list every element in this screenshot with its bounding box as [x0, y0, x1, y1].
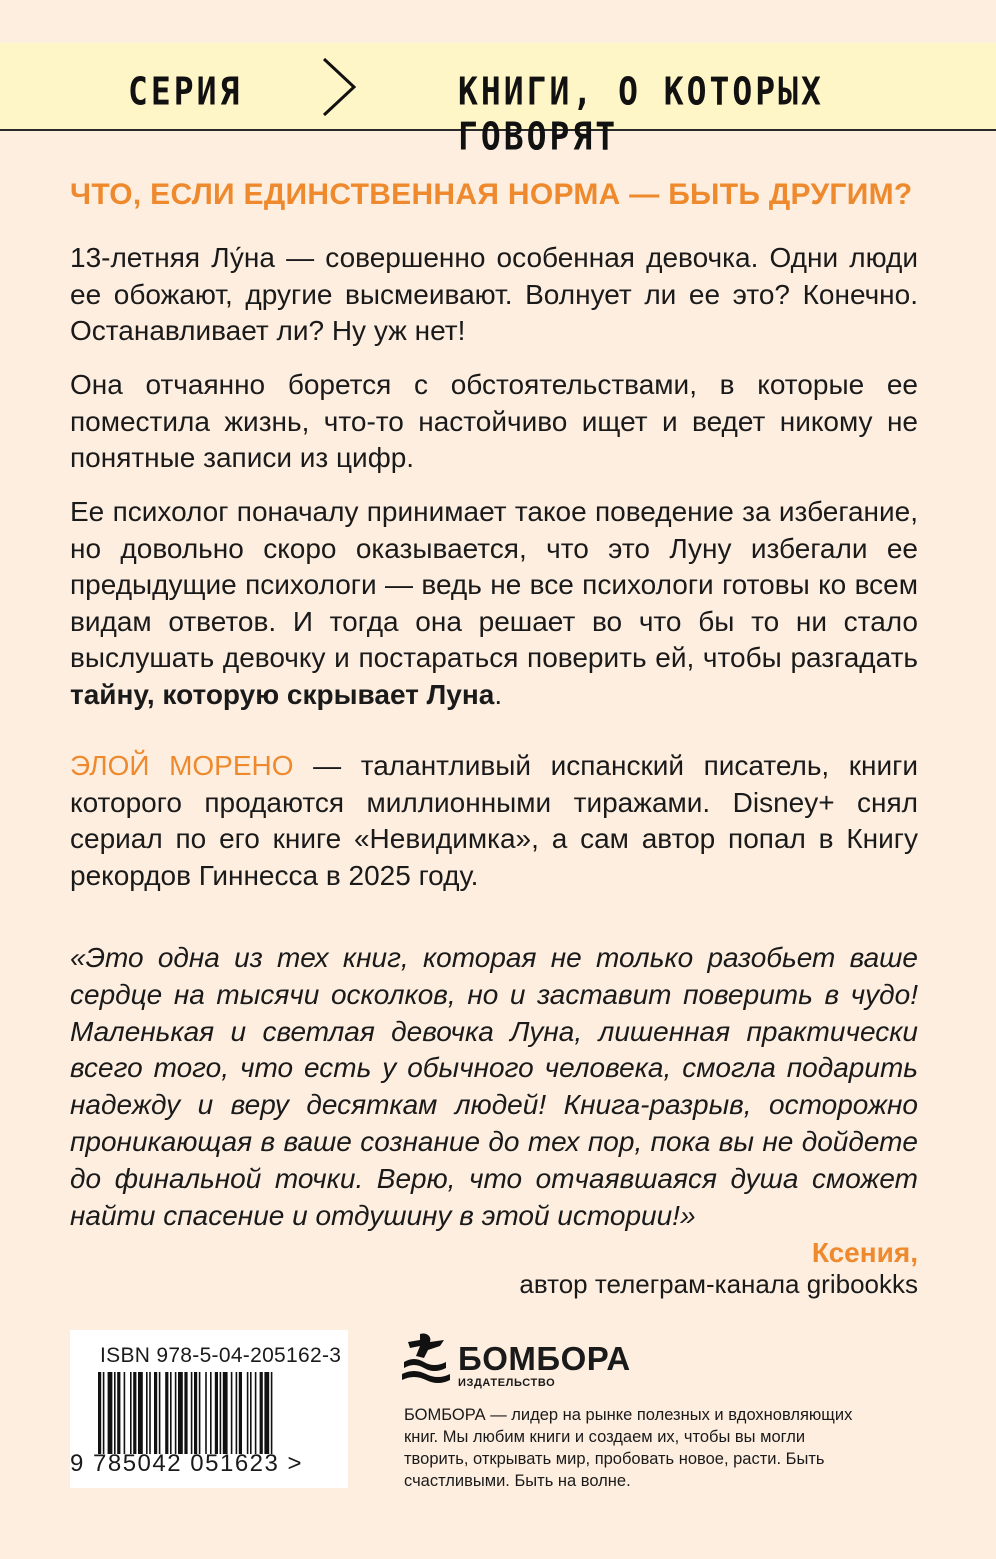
headline: ЧТО, ЕСЛИ ЕДИНСТВЕННАЯ НОРМА — БЫТЬ ДРУГИМ?	[70, 178, 913, 211]
synopsis-paragraph-2: Она отчаянно борется с обстоятельствами, в которые ее поместила жизнь, что-то настойчиво ищет и ведет никому не понятные записи из цифр.	[70, 369, 918, 473]
synopsis-paragraph-3-end: .	[494, 678, 503, 710]
publisher-description: БОМБОРА — лидер на рынке полезных и вдохновляющих книг. Мы любим книги и создаем их, чтобы вы могли творить, открывать мир, пробовать новое, расти. Быть счастливыми. Быть на волне.	[404, 1406, 853, 1490]
review-quote: «Это одна из тех книг, которая не только разобьет ваше сердце на тысячи осколков, но и заставит поверить в чудо! Маленькая и светлая девочка Луна, лишенная практически всего того, что есть у обычного человека, смогла подарить надежду и веру десяткам людей! Книга-разрыв, осторожно проникающая в ваше сознание до тех пор, пока вы не дойдете до финальной точки. Верю, что отчаявшаяся душа сможет найти спасение и отдушину в этой истории!»	[70, 942, 918, 1231]
author-bio-text: — талантливый испанский писатель, книги которого продаются миллионными тиражами. Disney+ снял сериал по его книге «Невидимка», а сам автор попал в Книгу рекордов Гиннесса в 2025 году.	[70, 750, 918, 891]
publisher-logo-icon	[400, 1330, 452, 1388]
isbn-number: ISBN 978-5-04-205162-3	[100, 1344, 342, 1367]
publisher-subtitle: ИЗДАТЕЛЬСТВО	[458, 1377, 556, 1389]
synopsis-highlight: тайну, которую скрывает Луна	[70, 678, 495, 710]
reviewer-role: автор телеграм-канала gribookks	[519, 1269, 918, 1299]
series-label: СЕРИЯ	[128, 69, 243, 114]
publisher-name: БОМБОРА	[458, 1340, 631, 1377]
barcode-icon	[98, 1372, 320, 1454]
synopsis-paragraph-3	[70, 494, 918, 713]
barcode-block	[70, 1330, 348, 1488]
synopsis-paragraph-3-text: Ее психолог поначалу принимает такое поведение за избегание, но довольно скоро оказывается, что это Луну избегали ее предыдущие психологи — ведь не все психологи готовы ко всем видам ответов. И тогда она решает во что бы то ни стало выслушать девочку и постараться поверить ей, чтобы разгадать	[70, 496, 918, 673]
chevron-right-icon	[320, 55, 360, 119]
synopsis-paragraph-1: 13-летняя Лу́на — совершенно особенная девочка. Одни люди ее обожают, другие высмеивают. Волнует ли ее это? Конечно. Останавливает ли? Ну уж нет!	[70, 242, 918, 346]
reviewer-name: Ксения,	[811, 1237, 918, 1268]
series-name: КНИГИ, О КОТОРЫХ ГОВОРЯТ	[458, 69, 824, 159]
barcode-digits: 9 785042 051623 >	[70, 1450, 304, 1477]
author-name: ЭЛОЙ МОРЕНО	[70, 750, 294, 781]
author-bio	[70, 748, 918, 894]
series-band	[0, 43, 996, 159]
